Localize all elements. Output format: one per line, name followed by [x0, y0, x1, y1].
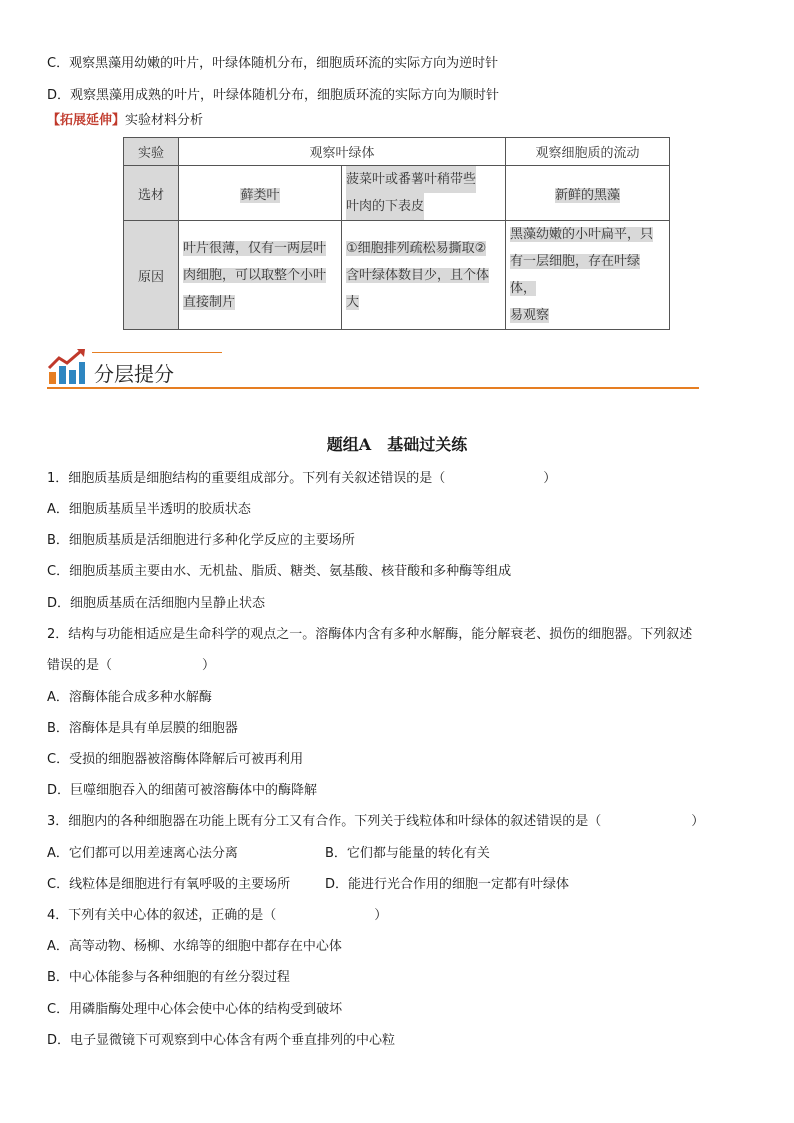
question-2-option-b: B．溶酶体是具有单层膜的细胞器: [47, 721, 238, 736]
question-1-option-a: A．细胞质基质呈半透明的胶质状态: [47, 502, 251, 517]
group-title: 题组A 基础过关练: [326, 435, 468, 454]
section-header: [47, 348, 699, 390]
extension-tag: 【拓展延伸】: [47, 113, 126, 128]
materials-table: [123, 137, 670, 330]
question-4-option-d: D．电子显微镜下可观察到中心体含有两个垂直排列的中心粒: [47, 1033, 396, 1048]
table-row-material-label: 选材: [124, 166, 179, 221]
table-header-cytoplasm-flow: 观察细胞质的流动: [506, 138, 670, 166]
table-row-reason-label: 原因: [124, 221, 179, 330]
table-cell-reason-hydrilla: 黑藻幼嫩的小叶扁平，只 有一层细胞，存在叶绿体， 易观察: [506, 221, 670, 330]
table-cell-hydrilla: 新鲜的黑藻: [506, 166, 670, 221]
question-1-option-b: B．细胞质基质是活细胞进行多种化学反应的主要场所: [47, 533, 355, 548]
question-2-option-d: D．巨噬细胞吞入的细菌可被溶酶体中的酶降解: [47, 783, 318, 798]
question-2-stem-cont: 错误的是（ ）: [47, 658, 216, 673]
option-d-prev: D．观察黑藻用成熟的叶片，叶绿体随机分布，细胞质环流的实际方向为顺时针: [47, 88, 500, 103]
question-2-stem: 2．结构与功能相适应是生命科学的观点之一。溶酶体内含有多种水解酶，能分解衰老、损伤的细胞器。下列叙述: [47, 627, 693, 642]
question-2-option-c: C．受损的细胞器被溶酶体降解后可被再利用: [47, 752, 304, 767]
extension-label: 实验材料分析: [125, 113, 204, 128]
question-3-option-a: A．它们都可以用差速离心法分离: [47, 846, 238, 861]
question-3-option-d: D．能进行光合作用的细胞一定都有叶绿体: [325, 877, 570, 892]
question-3-option-b: B．它们都与能量的转化有关: [325, 846, 490, 861]
question-4-stem: 4．下列有关中心体的叙述，正确的是（ ）: [47, 908, 388, 923]
section-bottom-rule: [47, 387, 699, 389]
option-c-prev: C．观察黑藻用幼嫩的叶片，叶绿体随机分布，细胞质环流的实际方向为逆时针: [47, 56, 499, 71]
question-1-option-d: D．细胞质基质在活细胞内呈静止状态: [47, 596, 266, 611]
question-3-option-c: C．线粒体是细胞进行有氧呼吸的主要场所: [47, 877, 291, 892]
bar-chart-trend-icon: [47, 348, 87, 386]
question-4-option-b: B．中心体能参与各种细胞的有丝分裂过程: [47, 970, 290, 985]
extension-heading: [47, 112, 203, 130]
table-cell-reason-spinach: ①细胞排列疏松易撕取② 含叶绿体数目少，且个体 大: [342, 221, 506, 330]
question-3-stem: 3．细胞内的各种细胞器在功能上既有分工又有合作。下列关于线粒体和叶绿体的叙述错误的是（ ）: [47, 814, 705, 829]
table-header-chloroplast: 观察叶绿体: [179, 138, 506, 166]
question-4-option-c: C．用磷脂酶处理中心体会使中心体的结构受到破坏: [47, 1002, 343, 1017]
question-4-option-a: A．高等动物、杨柳、水绵等的细胞中都存在中心体: [47, 939, 342, 954]
question-1-stem: 1．细胞质基质是细胞结构的重要组成部分。下列有关叙述错误的是（ ）: [47, 471, 557, 486]
section-title: 分层提分: [94, 362, 174, 386]
question-2-option-a: A．溶酶体能合成多种水解酶: [47, 690, 212, 705]
table-cell-spinach-leaf: 菠菜叶或番薯叶稍带些 叶肉的下表皮: [342, 166, 506, 221]
table-cell-moss-leaf: 藓类叶: [179, 166, 342, 221]
table-header-experiment: 实验: [124, 138, 179, 166]
table-cell-reason-moss: 叶片很薄，仅有一两层叶 肉细胞，可以取整个小叶 直接制片: [179, 221, 342, 330]
section-top-rule: [92, 352, 222, 353]
question-1-option-c: C．细胞质基质主要由水、无机盐、脂质、糖类、氨基酸、核苷酸和多种酶等组成: [47, 564, 512, 579]
